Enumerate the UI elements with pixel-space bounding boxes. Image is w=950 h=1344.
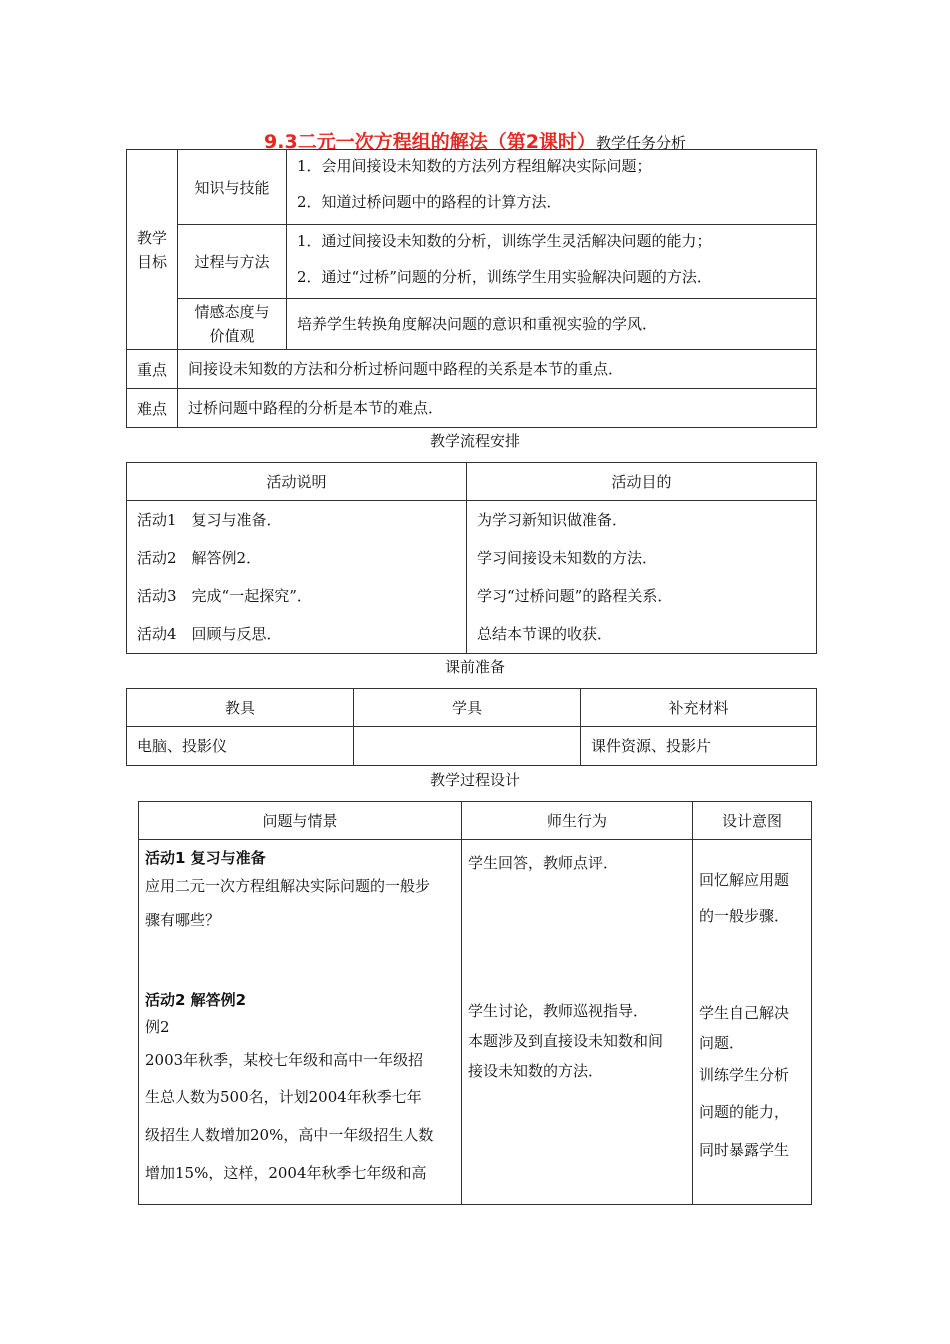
activity1-question-line-2: 骤有哪些？ — [145, 911, 221, 929]
difficulty-text: 过桥问题中路程的分析是本节的难点． — [188, 399, 444, 417]
goal-label: 教学目标 — [127, 150, 178, 350]
goal-knowledge-line-2: 2．知道过桥问题中的路程的计算方法． — [297, 193, 562, 211]
flow-activity-3: 活动3 完成“一起探究”． — [137, 587, 312, 605]
flow-section-title: 教学流程安排 — [429, 432, 520, 450]
flow-purpose-1: 为学习新知识做准备． — [477, 511, 628, 529]
activity2-intent-line-4: 问题的能力， — [699, 1103, 790, 1121]
example-line-1: 2003年秋季，某校七年级和高中一年级招 — [145, 1051, 424, 1069]
process-header-intent: 设计意图 — [693, 802, 812, 840]
goal-process-content — [287, 225, 817, 299]
flow-table — [126, 462, 817, 654]
prep-teacher-value: 电脑、投影仪 — [137, 737, 228, 755]
example-label: 例2 — [145, 1018, 170, 1036]
goal-knowledge-label: 知识与技能 — [178, 150, 287, 225]
difficulty-label: 难点 — [127, 389, 178, 428]
activity1-intent-line-2: 的一般步骤． — [699, 907, 790, 925]
flow-header-activity: 活动说明 — [127, 463, 467, 501]
goal-process-line-1: 1．通过间接设未知数的分析，训练学生灵活解决问题的能力； — [297, 232, 712, 250]
activity1-intent-line-1: 回忆解应用题 — [699, 871, 790, 889]
key-text: 间接设未知数的方法和分析过桥问题中路程的关系是本节的重点． — [188, 360, 624, 378]
activity2-heading: 活动2 解答例2 — [145, 991, 247, 1009]
flow-activity-2: 活动2 解答例2． — [137, 549, 262, 567]
prep-header-student: 学具 — [354, 689, 581, 727]
process-header-behavior: 师生行为 — [462, 802, 693, 840]
prep-header-teacher: 教具 — [127, 689, 354, 727]
flow-purpose-2: 学习间接设未知数的方法． — [477, 549, 658, 567]
activity2-behavior-line-2: 本题涉及到直接设未知数和间 — [468, 1032, 664, 1050]
activity1-question-line-1: 应用二元一次方程组解决实际问题的一般步 — [145, 877, 431, 895]
prep-section-title: 课前准备 — [444, 658, 505, 676]
activity2-behavior-line-1: 学生讨论，教师巡视指导． — [468, 1002, 649, 1020]
prep-supplement-value: 课件资源、投影片 — [591, 737, 712, 755]
title-main: 9.3二元一次方程组的解法（第2课时） — [264, 131, 596, 153]
prep-header-supplement: 补充材料 — [581, 689, 817, 727]
process-section-title: 教学过程设计 — [429, 771, 520, 789]
goal-knowledge-line-1: 1．会用间接设未知数的方法列方程组解决实际问题； — [297, 157, 652, 175]
example-line-2: 生总人数为500名，计划2004年秋季七年 — [145, 1088, 422, 1106]
process-table — [138, 801, 812, 1205]
flow-activity-cell — [127, 501, 467, 654]
activity1-behavior: 学生回答，教师点评． — [468, 854, 619, 872]
flow-activity-1: 活动1 复习与准备． — [137, 511, 282, 529]
goal-knowledge-content — [287, 150, 817, 225]
example-line-4: 增加15%，这样，2004年秋季七年级和高 — [145, 1164, 427, 1182]
process-header-question: 问题与情景 — [139, 802, 462, 840]
title-sub: 教学任务分析 — [595, 134, 686, 152]
activity2-intent-line-5: 同时暴露学生 — [699, 1141, 790, 1159]
goal-attitude-content — [287, 299, 817, 350]
goal-attitude-label: 情感态度与价值观 — [178, 299, 287, 350]
flow-header-purpose: 活动目的 — [467, 463, 817, 501]
activity2-behavior-line-3: 接设未知数的方法． — [468, 1062, 604, 1080]
flow-purpose-cell — [467, 501, 817, 654]
key-label: 重点 — [127, 350, 178, 389]
goal-attitude-line-1: 培养学生转换角度解决问题的意识和重视实验的学风． — [297, 315, 658, 333]
example-line-3: 级招生人数增加20%，高中一年级招生人数 — [145, 1126, 434, 1144]
activity2-intent-line-2: 问题． — [699, 1034, 745, 1052]
prep-table — [126, 688, 817, 766]
task-analysis-table — [126, 149, 817, 428]
flow-purpose-3: 学习“过桥问题”的路程关系． — [477, 587, 673, 605]
goal-process-line-2: 2．通过“过桥”问题的分析，训练学生用实验解决问题的方法． — [297, 268, 712, 286]
process-behavior-cell — [462, 840, 693, 1205]
goal-process-label: 过程与方法 — [178, 225, 287, 299]
process-question-cell — [139, 840, 462, 1205]
activity2-intent-line-3: 训练学生分析 — [699, 1066, 790, 1084]
activity2-intent-line-1: 学生自己解决 — [699, 1004, 790, 1022]
activity1-heading: 活动1 复习与准备 — [145, 849, 266, 867]
process-intent-cell — [693, 840, 812, 1205]
flow-purpose-4: 总结本节课的收获． — [477, 625, 613, 643]
flow-activity-4: 活动4 回顾与反思． — [137, 625, 282, 643]
